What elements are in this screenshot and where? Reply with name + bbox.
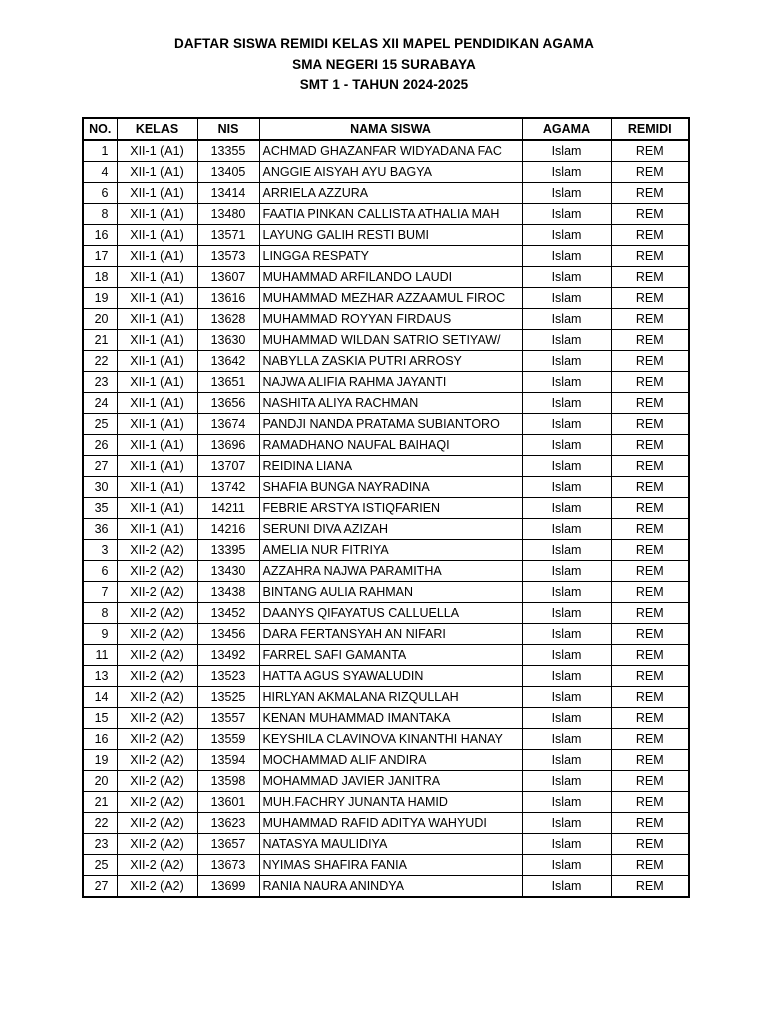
cell-kelas: XII-1 (A1) [117, 330, 197, 351]
cell-nis: 13452 [197, 603, 259, 624]
cell-remidi: REM [611, 729, 689, 750]
column-header-no: NO. [83, 118, 117, 140]
cell-remidi: REM [611, 603, 689, 624]
cell-kelas: XII-1 (A1) [117, 435, 197, 456]
cell-remidi: REM [611, 162, 689, 183]
cell-nis: 13355 [197, 140, 259, 162]
cell-kelas: XII-2 (A2) [117, 834, 197, 855]
cell-kelas: XII-2 (A2) [117, 603, 197, 624]
cell-nama-siswa: NASHITA ALIYA RACHMAN [259, 393, 522, 414]
cell-agama: Islam [522, 582, 611, 603]
cell-agama: Islam [522, 498, 611, 519]
cell-agama: Islam [522, 477, 611, 498]
cell-agama: Islam [522, 267, 611, 288]
cell-agama: Islam [522, 771, 611, 792]
cell-agama: Islam [522, 834, 611, 855]
cell-kelas: XII-2 (A2) [117, 792, 197, 813]
cell-nama-siswa: BINTANG AULIA RAHMAN [259, 582, 522, 603]
cell-no: 30 [83, 477, 117, 498]
column-header-kelas: KELAS [117, 118, 197, 140]
cell-nama-siswa: SHAFIA BUNGA NAYRADINA [259, 477, 522, 498]
cell-kelas: XII-1 (A1) [117, 519, 197, 540]
cell-agama: Islam [522, 729, 611, 750]
cell-kelas: XII-2 (A2) [117, 813, 197, 834]
column-header-nama-siswa: NAMA SISWA [259, 118, 522, 140]
cell-remidi: REM [611, 204, 689, 225]
cell-agama: Islam [522, 414, 611, 435]
cell-no: 21 [83, 792, 117, 813]
cell-no: 16 [83, 729, 117, 750]
cell-no: 36 [83, 519, 117, 540]
cell-no: 20 [83, 309, 117, 330]
cell-remidi: REM [611, 582, 689, 603]
table-row [83, 687, 689, 708]
table-row [83, 624, 689, 645]
cell-nis: 13656 [197, 393, 259, 414]
cell-nama-siswa: NATASYA MAULIDIYA [259, 834, 522, 855]
cell-no: 27 [83, 456, 117, 477]
cell-no: 4 [83, 162, 117, 183]
cell-nama-siswa: DAANYS QIFAYATUS CALLUELLA [259, 603, 522, 624]
cell-kelas: XII-1 (A1) [117, 414, 197, 435]
cell-remidi: REM [611, 687, 689, 708]
column-header-agama: AGAMA [522, 118, 611, 140]
cell-agama: Islam [522, 876, 611, 898]
cell-agama: Islam [522, 372, 611, 393]
cell-kelas: XII-2 (A2) [117, 561, 197, 582]
cell-nama-siswa: SERUNI DIVA AZIZAH [259, 519, 522, 540]
cell-remidi: REM [611, 393, 689, 414]
cell-no: 17 [83, 246, 117, 267]
cell-remidi: REM [611, 309, 689, 330]
cell-kelas: XII-1 (A1) [117, 140, 197, 162]
table-header-row [83, 118, 689, 140]
cell-agama: Islam [522, 603, 611, 624]
cell-no: 7 [83, 582, 117, 603]
table-row [83, 372, 689, 393]
cell-remidi: REM [611, 288, 689, 309]
cell-nis: 13525 [197, 687, 259, 708]
column-header-nis: NIS [197, 118, 259, 140]
cell-nis: 13557 [197, 708, 259, 729]
cell-remidi: REM [611, 813, 689, 834]
cell-no: 25 [83, 855, 117, 876]
cell-agama: Islam [522, 708, 611, 729]
table-row [83, 792, 689, 813]
cell-nis: 14216 [197, 519, 259, 540]
cell-no: 22 [83, 813, 117, 834]
cell-no: 23 [83, 372, 117, 393]
cell-remidi: REM [611, 771, 689, 792]
cell-no: 21 [83, 330, 117, 351]
cell-nama-siswa: MUHAMMAD MEZHAR AZZAAMUL FIROC [259, 288, 522, 309]
cell-kelas: XII-1 (A1) [117, 204, 197, 225]
table-row [83, 140, 689, 162]
cell-no: 8 [83, 603, 117, 624]
cell-kelas: XII-2 (A2) [117, 708, 197, 729]
cell-remidi: REM [611, 435, 689, 456]
table-row [83, 204, 689, 225]
cell-kelas: XII-1 (A1) [117, 393, 197, 414]
cell-nama-siswa: RAMADHANO NAUFAL BAIHAQI [259, 435, 522, 456]
remedial-student-table [82, 117, 690, 898]
cell-no: 11 [83, 645, 117, 666]
cell-nama-siswa: KENAN MUHAMMAD IMANTAKA [259, 708, 522, 729]
cell-nama-siswa: HIRLYAN AKMALANA RIZQULLAH [259, 687, 522, 708]
cell-nis: 13573 [197, 246, 259, 267]
cell-agama: Islam [522, 813, 611, 834]
cell-nama-siswa: FARREL SAFI GAMANTA [259, 645, 522, 666]
cell-agama: Islam [522, 288, 611, 309]
cell-nis: 13430 [197, 561, 259, 582]
cell-kelas: XII-2 (A2) [117, 855, 197, 876]
cell-agama: Islam [522, 561, 611, 582]
cell-remidi: REM [611, 246, 689, 267]
table-row [83, 288, 689, 309]
cell-kelas: XII-1 (A1) [117, 477, 197, 498]
cell-remidi: REM [611, 183, 689, 204]
cell-nis: 13696 [197, 435, 259, 456]
cell-kelas: XII-2 (A2) [117, 876, 197, 898]
cell-no: 3 [83, 540, 117, 561]
cell-nis: 13405 [197, 162, 259, 183]
cell-agama: Islam [522, 246, 611, 267]
column-header-remidi: REMIDI [611, 118, 689, 140]
cell-kelas: XII-2 (A2) [117, 750, 197, 771]
cell-no: 22 [83, 351, 117, 372]
cell-nis: 13657 [197, 834, 259, 855]
cell-agama: Islam [522, 687, 611, 708]
cell-no: 35 [83, 498, 117, 519]
cell-kelas: XII-1 (A1) [117, 351, 197, 372]
cell-agama: Islam [522, 309, 611, 330]
cell-remidi: REM [611, 372, 689, 393]
cell-nis: 13598 [197, 771, 259, 792]
cell-remidi: REM [611, 855, 689, 876]
table-row [83, 771, 689, 792]
table-row [83, 435, 689, 456]
cell-no: 23 [83, 834, 117, 855]
cell-nama-siswa: MUHAMMAD RAFID ADITYA WAHYUDI [259, 813, 522, 834]
cell-kelas: XII-1 (A1) [117, 288, 197, 309]
cell-no: 20 [83, 771, 117, 792]
cell-agama: Islam [522, 183, 611, 204]
table-row [83, 393, 689, 414]
cell-no: 26 [83, 435, 117, 456]
cell-kelas: XII-2 (A2) [117, 666, 197, 687]
cell-remidi: REM [611, 540, 689, 561]
cell-nis: 13559 [197, 729, 259, 750]
cell-no: 8 [83, 204, 117, 225]
table-row [83, 309, 689, 330]
cell-nis: 13480 [197, 204, 259, 225]
cell-agama: Islam [522, 645, 611, 666]
cell-no: 19 [83, 750, 117, 771]
table-row [83, 330, 689, 351]
table-row [83, 876, 689, 898]
cell-agama: Islam [522, 540, 611, 561]
cell-nis: 13571 [197, 225, 259, 246]
cell-nis: 13630 [197, 330, 259, 351]
cell-nis: 13594 [197, 750, 259, 771]
cell-agama: Islam [522, 666, 611, 687]
table-row [83, 645, 689, 666]
cell-nis: 13395 [197, 540, 259, 561]
table-row [83, 183, 689, 204]
table-row [83, 267, 689, 288]
table-body [83, 140, 689, 897]
cell-agama: Islam [522, 792, 611, 813]
cell-nama-siswa: MUHAMMAD WILDAN SATRIO SETIYAW/ [259, 330, 522, 351]
cell-agama: Islam [522, 519, 611, 540]
cell-remidi: REM [611, 519, 689, 540]
cell-kelas: XII-1 (A1) [117, 225, 197, 246]
cell-nis: 13707 [197, 456, 259, 477]
cell-nis: 13414 [197, 183, 259, 204]
cell-nama-siswa: RANIA NAURA ANINDYA [259, 876, 522, 898]
cell-remidi: REM [611, 624, 689, 645]
cell-nama-siswa: MOHAMMAD JAVIER JANITRA [259, 771, 522, 792]
cell-nama-siswa: REIDINA LIANA [259, 456, 522, 477]
cell-nama-siswa: AMELIA NUR FITRIYA [259, 540, 522, 561]
cell-nama-siswa: NAJWA ALIFIA RAHMA JAYANTI [259, 372, 522, 393]
cell-agama: Islam [522, 855, 611, 876]
cell-kelas: XII-1 (A1) [117, 183, 197, 204]
table-row [83, 477, 689, 498]
cell-remidi: REM [611, 792, 689, 813]
table-row [83, 603, 689, 624]
cell-no: 25 [83, 414, 117, 435]
cell-remidi: REM [611, 351, 689, 372]
cell-nama-siswa: ACHMAD GHAZANFAR WIDYADANA FAC [259, 140, 522, 162]
cell-no: 13 [83, 666, 117, 687]
cell-no: 9 [83, 624, 117, 645]
school-name: SMA NEGERI 15 SURABAYA [292, 56, 476, 72]
cell-no: 6 [83, 561, 117, 582]
cell-nis: 13742 [197, 477, 259, 498]
cell-no: 15 [83, 708, 117, 729]
cell-no: 1 [83, 140, 117, 162]
cell-nis: 13616 [197, 288, 259, 309]
cell-nama-siswa: PANDJI NANDA PRATAMA SUBIANTORO [259, 414, 522, 435]
cell-nis: 13523 [197, 666, 259, 687]
cell-agama: Islam [522, 204, 611, 225]
table-row [83, 750, 689, 771]
cell-remidi: REM [611, 666, 689, 687]
cell-remidi: REM [611, 561, 689, 582]
document-title: DAFTAR SISWA REMIDI KELAS XII MAPEL PENDIDIKAN AGAMA [174, 36, 594, 51]
table-row [83, 729, 689, 750]
cell-nis: 13699 [197, 876, 259, 898]
cell-nama-siswa: HATTA AGUS SYAWALUDIN [259, 666, 522, 687]
table-row [83, 519, 689, 540]
cell-nis: 13628 [197, 309, 259, 330]
cell-no: 6 [83, 183, 117, 204]
cell-remidi: REM [611, 225, 689, 246]
table-row [83, 855, 689, 876]
cell-remidi: REM [611, 140, 689, 162]
cell-no: 14 [83, 687, 117, 708]
cell-nis: 13601 [197, 792, 259, 813]
cell-kelas: XII-2 (A2) [117, 729, 197, 750]
cell-nama-siswa: KEYSHILA CLAVINOVA KINANTHI HANAY [259, 729, 522, 750]
cell-agama: Islam [522, 330, 611, 351]
cell-kelas: XII-2 (A2) [117, 540, 197, 561]
cell-kelas: XII-1 (A1) [117, 267, 197, 288]
cell-kelas: XII-2 (A2) [117, 582, 197, 603]
cell-remidi: REM [611, 834, 689, 855]
table-row [83, 561, 689, 582]
cell-remidi: REM [611, 330, 689, 351]
cell-nis: 13651 [197, 372, 259, 393]
table-row [83, 351, 689, 372]
cell-agama: Islam [522, 162, 611, 183]
cell-remidi: REM [611, 414, 689, 435]
table-row [83, 225, 689, 246]
cell-agama: Islam [522, 140, 611, 162]
cell-kelas: XII-2 (A2) [117, 771, 197, 792]
table-row [83, 666, 689, 687]
table-row [83, 498, 689, 519]
cell-nis: 13673 [197, 855, 259, 876]
cell-nama-siswa: MUH.FACHRY JUNANTA HAMID [259, 792, 522, 813]
cell-kelas: XII-1 (A1) [117, 372, 197, 393]
cell-nis: 14211 [197, 498, 259, 519]
cell-no: 19 [83, 288, 117, 309]
cell-kelas: XII-1 (A1) [117, 456, 197, 477]
table-row [83, 246, 689, 267]
cell-agama: Islam [522, 456, 611, 477]
cell-kelas: XII-1 (A1) [117, 309, 197, 330]
cell-nama-siswa: DARA FERTANSYAH AN NIFARI [259, 624, 522, 645]
cell-kelas: XII-2 (A2) [117, 624, 197, 645]
table-row [83, 456, 689, 477]
cell-agama: Islam [522, 393, 611, 414]
cell-no: 27 [83, 876, 117, 898]
cell-nis: 13623 [197, 813, 259, 834]
cell-nis: 13456 [197, 624, 259, 645]
cell-nis: 13642 [197, 351, 259, 372]
cell-nis: 13492 [197, 645, 259, 666]
cell-nis: 13607 [197, 267, 259, 288]
cell-remidi: REM [611, 750, 689, 771]
table-row [83, 708, 689, 729]
cell-agama: Islam [522, 435, 611, 456]
cell-remidi: REM [611, 477, 689, 498]
cell-remidi: REM [611, 645, 689, 666]
cell-agama: Islam [522, 624, 611, 645]
cell-kelas: XII-1 (A1) [117, 246, 197, 267]
cell-agama: Islam [522, 351, 611, 372]
cell-nama-siswa: LAYUNG GALIH RESTI BUMI [259, 225, 522, 246]
cell-nama-siswa: ANGGIE AISYAH AYU BAGYA [259, 162, 522, 183]
table-row [83, 414, 689, 435]
cell-agama: Islam [522, 225, 611, 246]
cell-nis: 13438 [197, 582, 259, 603]
cell-no: 24 [83, 393, 117, 414]
cell-nama-siswa: NABYLLA ZASKIA PUTRI ARROSY [259, 351, 522, 372]
cell-nama-siswa: AZZAHRA NAJWA PARAMITHA [259, 561, 522, 582]
cell-kelas: XII-1 (A1) [117, 162, 197, 183]
cell-nama-siswa: FEBRIE ARSTYA ISTIQFARIEN [259, 498, 522, 519]
cell-no: 18 [83, 267, 117, 288]
cell-nama-siswa: MOCHAMMAD ALIF ANDIRA [259, 750, 522, 771]
cell-nama-siswa: MUHAMMAD ARFILANDO LAUDI [259, 267, 522, 288]
cell-nama-siswa: LINGGA RESPATY [259, 246, 522, 267]
cell-no: 16 [83, 225, 117, 246]
cell-remidi: REM [611, 456, 689, 477]
semester-year: SMT 1 - TAHUN 2024-2025 [299, 77, 469, 92]
cell-kelas: XII-2 (A2) [117, 687, 197, 708]
table-row [83, 540, 689, 561]
cell-nis: 13674 [197, 414, 259, 435]
cell-remidi: REM [611, 876, 689, 898]
cell-agama: Islam [522, 750, 611, 771]
cell-nama-siswa: NYIMAS SHAFIRA FANIA [259, 855, 522, 876]
cell-remidi: REM [611, 267, 689, 288]
cell-nama-siswa: FAATIA PINKAN CALLISTA ATHALIA MAH [259, 204, 522, 225]
cell-remidi: REM [611, 708, 689, 729]
table-row [83, 162, 689, 183]
cell-kelas: XII-1 (A1) [117, 498, 197, 519]
cell-remidi: REM [611, 498, 689, 519]
document-header [0, 34, 768, 96]
cell-nama-siswa: ARRIELA AZZURA [259, 183, 522, 204]
table-row [83, 813, 689, 834]
cell-kelas: XII-2 (A2) [117, 645, 197, 666]
table-row [83, 582, 689, 603]
table-row [83, 834, 689, 855]
cell-nama-siswa: MUHAMMAD ROYYAN FIRDAUS [259, 309, 522, 330]
